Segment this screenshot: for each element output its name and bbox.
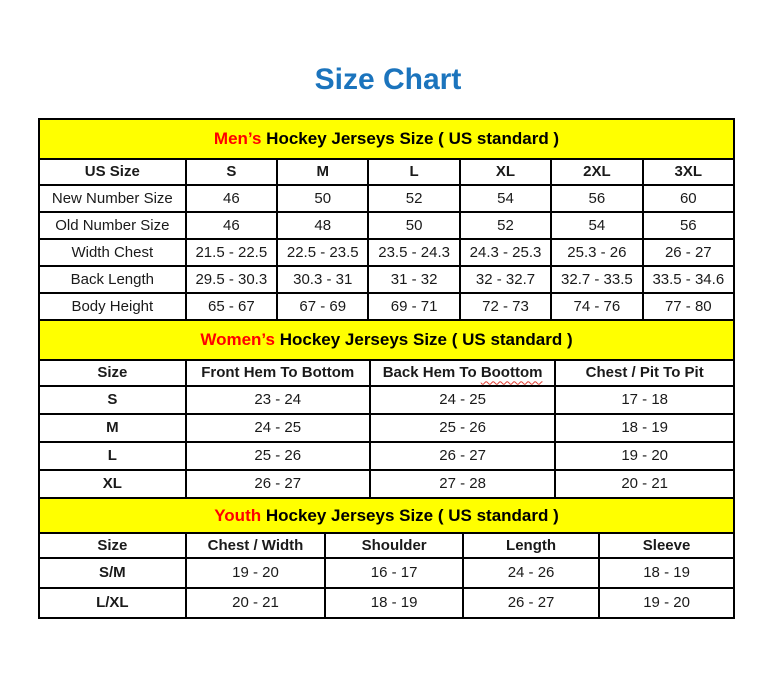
youth-banner-highlight: Youth bbox=[214, 505, 262, 525]
column-header: L bbox=[368, 159, 459, 185]
size-value-cell: 50 bbox=[368, 212, 459, 239]
size-value-cell: 22.5 - 23.5 bbox=[277, 239, 368, 266]
row-label: M bbox=[39, 414, 186, 442]
youth-header-row bbox=[39, 533, 734, 558]
mens-banner-row bbox=[39, 119, 734, 159]
size-value-cell: 67 - 69 bbox=[277, 293, 368, 320]
size-value-cell: 23.5 - 24.3 bbox=[368, 239, 459, 266]
size-value-cell: 31 - 32 bbox=[368, 266, 459, 293]
table-row bbox=[39, 442, 734, 470]
size-value-cell: 19 - 20 bbox=[599, 588, 734, 618]
size-tables bbox=[38, 118, 735, 619]
row-label: L bbox=[39, 442, 186, 470]
row-label: Back Length bbox=[39, 266, 186, 293]
table-row bbox=[39, 239, 734, 266]
column-header: Length bbox=[463, 533, 599, 558]
size-value-cell: 24.3 - 25.3 bbox=[460, 239, 551, 266]
size-value-cell: 33.5 - 34.6 bbox=[643, 266, 734, 293]
size-value-cell: 23 - 24 bbox=[186, 386, 370, 414]
size-value-cell: 56 bbox=[551, 185, 642, 212]
table-row bbox=[39, 185, 734, 212]
size-value-cell: 24 - 25 bbox=[370, 386, 556, 414]
row-label: Width Chest bbox=[39, 239, 186, 266]
size-value-cell: 32 - 32.7 bbox=[460, 266, 551, 293]
column-header: Back Hem To Boottom bbox=[370, 360, 556, 386]
size-value-cell: 52 bbox=[460, 212, 551, 239]
size-value-cell: 52 bbox=[368, 185, 459, 212]
size-value-cell: 25.3 - 26 bbox=[551, 239, 642, 266]
size-value-cell: 74 - 76 bbox=[551, 293, 642, 320]
column-header: Shoulder bbox=[325, 533, 463, 558]
size-value-cell: 24 - 25 bbox=[186, 414, 370, 442]
size-value-cell: 48 bbox=[277, 212, 368, 239]
size-value-cell: 24 - 26 bbox=[463, 558, 599, 588]
column-header: M bbox=[277, 159, 368, 185]
size-value-cell: 18 - 19 bbox=[599, 558, 734, 588]
table-row bbox=[39, 588, 734, 618]
size-value-cell: 77 - 80 bbox=[643, 293, 734, 320]
row-label: S/M bbox=[39, 558, 186, 588]
size-value-cell: 56 bbox=[643, 212, 734, 239]
column-header: Chest / Width bbox=[186, 533, 326, 558]
womens-banner-highlight: Women’s bbox=[200, 330, 275, 350]
column-header: Size bbox=[39, 533, 186, 558]
womens-banner-row bbox=[39, 320, 734, 360]
table-row bbox=[39, 293, 734, 320]
table-row bbox=[39, 266, 734, 293]
size-value-cell: 19 - 20 bbox=[555, 442, 734, 470]
size-value-cell: 26 - 27 bbox=[186, 470, 370, 498]
womens-header-row bbox=[39, 360, 734, 386]
row-label: L/XL bbox=[39, 588, 186, 618]
size-value-cell: 30.3 - 31 bbox=[277, 266, 368, 293]
size-value-cell: 20 - 21 bbox=[555, 470, 734, 498]
size-value-cell: 16 - 17 bbox=[325, 558, 463, 588]
size-value-cell: 25 - 26 bbox=[186, 442, 370, 470]
column-header: S bbox=[186, 159, 277, 185]
table-row bbox=[39, 386, 734, 414]
womens-banner bbox=[39, 320, 734, 360]
page-title: Size Chart bbox=[314, 63, 462, 96]
row-label: Body Height bbox=[39, 293, 186, 320]
womens-table-body bbox=[39, 386, 734, 498]
womens-banner-text: Hockey Jerseys Size ( US standard ) bbox=[274, 330, 573, 350]
size-value-cell: 29.5 - 30.3 bbox=[186, 266, 277, 293]
size-value-cell: 26 - 27 bbox=[643, 239, 734, 266]
table-row bbox=[39, 558, 734, 588]
column-header: Chest / Pit To Pit bbox=[555, 360, 734, 386]
mens-banner-highlight: Men’s bbox=[213, 129, 262, 149]
size-value-cell: 46 bbox=[186, 185, 277, 212]
size-value-cell: 18 - 19 bbox=[325, 588, 463, 618]
youth-banner-row bbox=[39, 498, 734, 533]
row-label: XL bbox=[39, 470, 186, 498]
column-header: Size bbox=[39, 360, 186, 386]
size-value-cell: 21.5 - 22.5 bbox=[186, 239, 277, 266]
size-value-cell: 26 - 27 bbox=[463, 588, 599, 618]
size-value-cell: 27 - 28 bbox=[370, 470, 556, 498]
misspelled-word: Boottom bbox=[480, 364, 543, 382]
size-value-cell: 60 bbox=[643, 185, 734, 212]
column-header: 2XL bbox=[551, 159, 642, 185]
column-header: 3XL bbox=[643, 159, 734, 185]
size-value-cell: 32.7 - 33.5 bbox=[551, 266, 642, 293]
size-value-cell: 19 - 20 bbox=[186, 558, 326, 588]
size-value-cell: 46 bbox=[186, 212, 277, 239]
mens-table-body bbox=[39, 185, 734, 320]
size-value-cell: 17 - 18 bbox=[555, 386, 734, 414]
row-label: New Number Size bbox=[39, 185, 186, 212]
size-value-cell: 18 - 19 bbox=[555, 414, 734, 442]
size-value-cell: 50 bbox=[277, 185, 368, 212]
size-value-cell: 54 bbox=[460, 185, 551, 212]
size-value-cell: 65 - 67 bbox=[186, 293, 277, 320]
size-value-cell: 20 - 21 bbox=[186, 588, 326, 618]
youth-banner-text: Hockey Jerseys Size ( US standard ) bbox=[261, 505, 559, 525]
column-header: US Size bbox=[39, 159, 186, 185]
column-header: Front Hem To Bottom bbox=[186, 360, 370, 386]
mens-header-row bbox=[39, 159, 734, 185]
mens-banner-text: Hockey Jerseys Size ( US standard ) bbox=[261, 129, 560, 149]
size-value-cell: 26 - 27 bbox=[370, 442, 556, 470]
size-value-cell: 25 - 26 bbox=[370, 414, 556, 442]
mens-size-table bbox=[38, 118, 735, 321]
size-value-cell: 69 - 71 bbox=[368, 293, 459, 320]
youth-size-table bbox=[38, 497, 735, 619]
row-label: Old Number Size bbox=[39, 212, 186, 239]
column-header: Sleeve bbox=[599, 533, 734, 558]
youth-banner bbox=[39, 498, 734, 533]
size-value-cell: 72 - 73 bbox=[460, 293, 551, 320]
row-label: S bbox=[39, 386, 186, 414]
column-header: XL bbox=[460, 159, 551, 185]
table-row bbox=[39, 212, 734, 239]
table-row bbox=[39, 414, 734, 442]
table-row bbox=[39, 470, 734, 498]
womens-size-table bbox=[38, 319, 735, 499]
youth-table-body bbox=[39, 558, 734, 618]
mens-banner bbox=[39, 119, 734, 159]
size-value-cell: 54 bbox=[551, 212, 642, 239]
